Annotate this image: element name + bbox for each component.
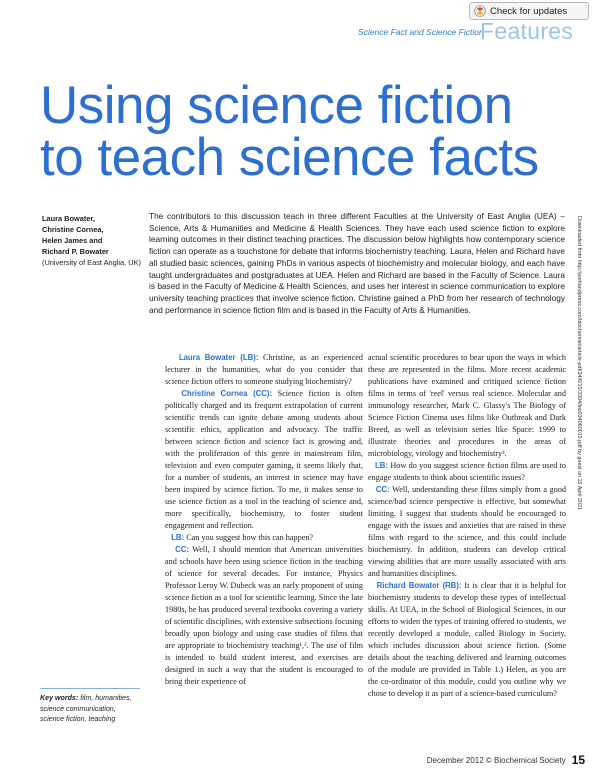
author-name: Laura Bowater,	[42, 214, 95, 223]
paragraph	[165, 532, 363, 544]
title-line-2: to teach science facts	[40, 128, 539, 187]
footer-text: December 2012 © Biochemical Society	[426, 755, 566, 765]
author-block	[42, 213, 142, 268]
speaker-label: LB:	[375, 461, 389, 470]
check-for-updates-label: Check for updates	[490, 5, 568, 17]
paragraph-text: Well, understanding these films simply from a good science/bad science perspective is effective, but somewhat limiting. I suggest that students should be encouraged to engage with the issues and anxieties that are raised in these films with regard to the science, and this could include biochemistry. In addition, students can develop critical viewing abilities that are more usually associated with arts and humanities disciplines.	[368, 485, 566, 578]
page-footer	[340, 750, 585, 770]
paragraph-text: It is clear that it is helpful for biochemistry students to develop these types of intellectual skills. At UEA, in the School of Biological Sciences, in our efforts to widen the types of training offered to students, we recently developed a module, called Biology in Society, which includes discussion about science fiction. (Some details about the teaching delivered and learning outcomes of the module are provided in Table 1.) Helen, as you are the co-ordinator of this module, could you outline why we chose to develop it as part of a science-based curriculum?	[368, 581, 566, 698]
paragraph	[165, 388, 363, 532]
speaker-label: LB:	[171, 533, 185, 542]
speaker-label: CC:	[175, 545, 189, 554]
paragraph-text: Can you suggest how this can happen?	[184, 533, 314, 542]
paragraph-text: Science fiction is often politically charged and its frequent extrapolation of current scientific trends can ignite debate among students about scientific ethics, application and advocacy. The traffic between science fiction and science fact is growing and, with the proliferation of this genre in mainstream film, television and even computer gaming, it seems likely that, for a number of students, an interest in science may have been inspired by science fiction. To me, it makes sense to use science fiction as a tool in the teaching of science and, more specifically, biochemistry, to foster student engagement and reflection.	[165, 389, 363, 530]
paragraph-text: How do you suggest science fiction films are used to engage students to think about scientific issues?	[368, 461, 566, 482]
paragraph	[165, 544, 363, 688]
speaker-label: Laura Bowater (LB):	[178, 353, 259, 362]
speaker-label: Christine Cornea (CC):	[181, 389, 273, 398]
abstract: The contributors to this discussion teach in three different Faculties at the University of East Anglia (UEA) – Science, Arts & Humanities and Medicine & Health Sciences. They have each used science fiction to explore learning outcomes in their distinct teaching practices. The discussion below highlights how contemporary science fiction can operate as a touchstone for debate that informs biochemistry teaching. Laura, Helen and Richard have all studied basic sciences, gaining PhDs in various aspects of biochemistry and molecular biology, and each have taught undergraduates and postgraduates at UEA. Helen and Richard are based in the Faculty of Science. Laura is based in the Faculty of Medicine & Health Sciences, and uses her interest in science communication to explore university teaching practices that involve science fiction. Christine gained a PhD from her research of technology and performance in science fiction film and is based in the Faculty of Arts & Humanities.	[149, 211, 566, 315]
paragraph	[368, 460, 566, 484]
paragraph	[368, 580, 566, 700]
article-title	[40, 76, 580, 187]
speaker-label: Richard Bowater (RB):	[376, 581, 462, 590]
author-name: Helen James and	[42, 236, 103, 245]
speaker-label: CC:	[375, 485, 390, 494]
paragraph-text: actual scientific procedures to bear upon the ways in which these are represented in the films. More recent academic publications have examined and critiqued science fiction films in terms of 'reel' versus real science. Molecular and immunology researcher, Mark C. Glassy's The Biology of Science Fiction Cinema uses films like Outbreak and Dark Breed, as well as television series like Space: 1999 to illustrate theories and procedures in the areas of microbiology, virology and biochemistry³.	[368, 353, 566, 458]
author-affiliation: (University of East Anglia, UK)	[42, 258, 141, 267]
body-column-right	[368, 352, 566, 700]
download-note	[573, 216, 585, 736]
paragraph	[165, 352, 363, 388]
keywords-text: film, humanities, science communication, science fiction, teaching	[40, 694, 132, 723]
paragraph-text: Well, I should mention that American universities and schools have been using science fiction in the teaching of science for several decades. For instance, Physics Professor Leroy W. Dubeck was an early proponent of using science fiction as a tool for scientific learning. Since the late 1980s, he has produced several textbooks covering a variety of scientific disciplines, with extensive subsections focusing broadly upon biology and using case studies of films that are appropriate to biochemistry teaching¹,². The use of film is intended to build student interest, and exercises are designed in such a way that the student is encouraged to bring their experience of	[165, 545, 363, 686]
author-name: Richard P. Bowater	[42, 247, 109, 256]
paragraph-text: Christine, as an experienced lecturer in the humanities, what do you consider that science fiction offers to someone studying biochemistry?	[165, 353, 364, 386]
download-note-text: Downloaded from http://portlandpress.com/biochemist/article-pdf/34/6/15/3394/bio034060015.pdf by guest on 15 April 2021	[576, 216, 582, 510]
paragraph	[368, 484, 566, 580]
page-number: 15	[571, 753, 585, 767]
paragraph	[368, 352, 566, 460]
section-label: Science Fact and Science Fiction	[358, 27, 484, 37]
keywords-label: Key words:	[40, 694, 79, 702]
title-line-1: Using science fiction	[40, 76, 513, 135]
body-column-left	[165, 352, 363, 688]
crossmark-icon	[474, 5, 486, 17]
features-label: Features	[480, 18, 574, 44]
author-name: Christine Cornea,	[42, 225, 104, 234]
keywords-box	[40, 688, 140, 725]
